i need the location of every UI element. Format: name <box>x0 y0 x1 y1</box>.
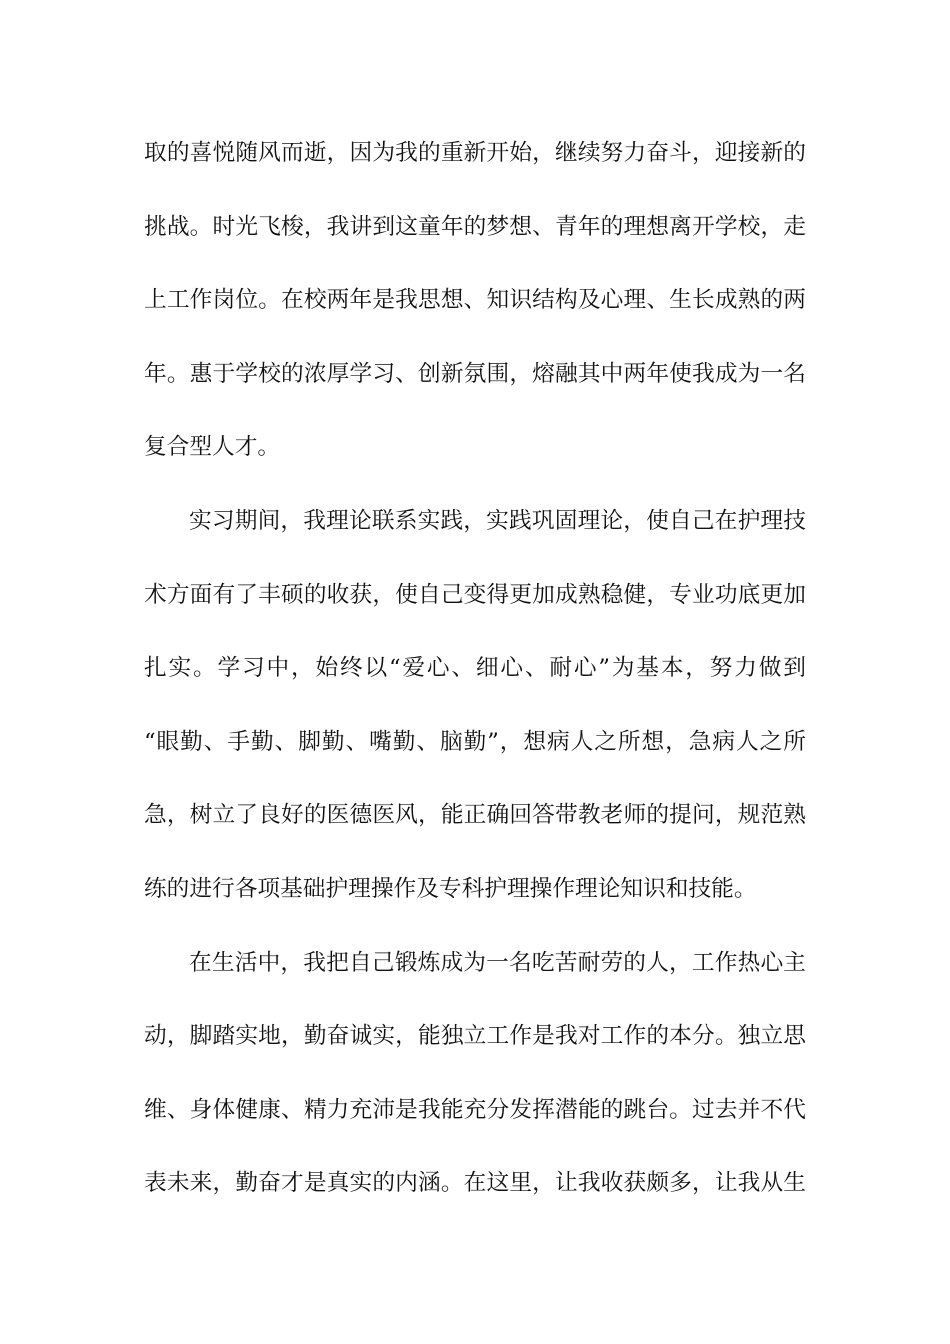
text-line: 取的喜悦随风而逝，因为我的重新开始，继续努力奋斗，迎接新的 <box>144 140 806 166</box>
text-line: 复合型人才。 <box>144 434 281 461</box>
paragraph-1 <box>144 128 806 496</box>
text-line: 术方面有了丰硕的收获，使自己变得更加成熟稳健，专业功底更加 <box>144 581 806 608</box>
text-line: 表未来，勤奋才是真实的内涵。在这里，让我收获颇多，让我从生 <box>144 1170 806 1197</box>
text-line: 实习期间，我理论联系实践，实践巩固理论，使自己在护理技 <box>189 507 806 534</box>
text-line: 动，脚踏实地，勤奋诚实，能独立工作是我对工作的本分。独立思 <box>144 1023 806 1050</box>
paragraph-2 <box>144 496 806 938</box>
text-line: 练的进行各项基础护理操作及专科护理操作理论知识和技能。 <box>144 875 757 902</box>
document-body <box>144 128 806 1232</box>
text-line: 急，树立了良好的医德医风，能正确回答带教老师的提问，规范熟 <box>144 802 806 829</box>
text-line: “眼勤、手勤、脚勤、嘴勤、脑勤”，想病人之所想，急病人之所 <box>144 728 806 755</box>
text-line: 在生活中，我把自己锻炼成为一名吃苦耐劳的人，工作热心主 <box>189 949 806 976</box>
text-line: 年。惠于学校的浓厚学习、创新氛围，熔融其中两年使我成为一名 <box>144 360 806 387</box>
text-line: 维、身体健康、精力充沛是我能充分发挥潜能的跳台。过去并不代 <box>144 1096 806 1123</box>
text-line: 扎实。学习中，始终以“爱心、细心、耐心”为基本，努力做到 <box>144 655 806 682</box>
text-line: 上工作岗位。在校两年是我思想、知识结构及心理、生长成熟的两 <box>144 287 806 314</box>
text-line: 挑战。时光飞梭，我讲到这童年的梦想、青年的理想离开学校，走 <box>144 213 806 240</box>
paragraph-3 <box>144 938 806 1232</box>
